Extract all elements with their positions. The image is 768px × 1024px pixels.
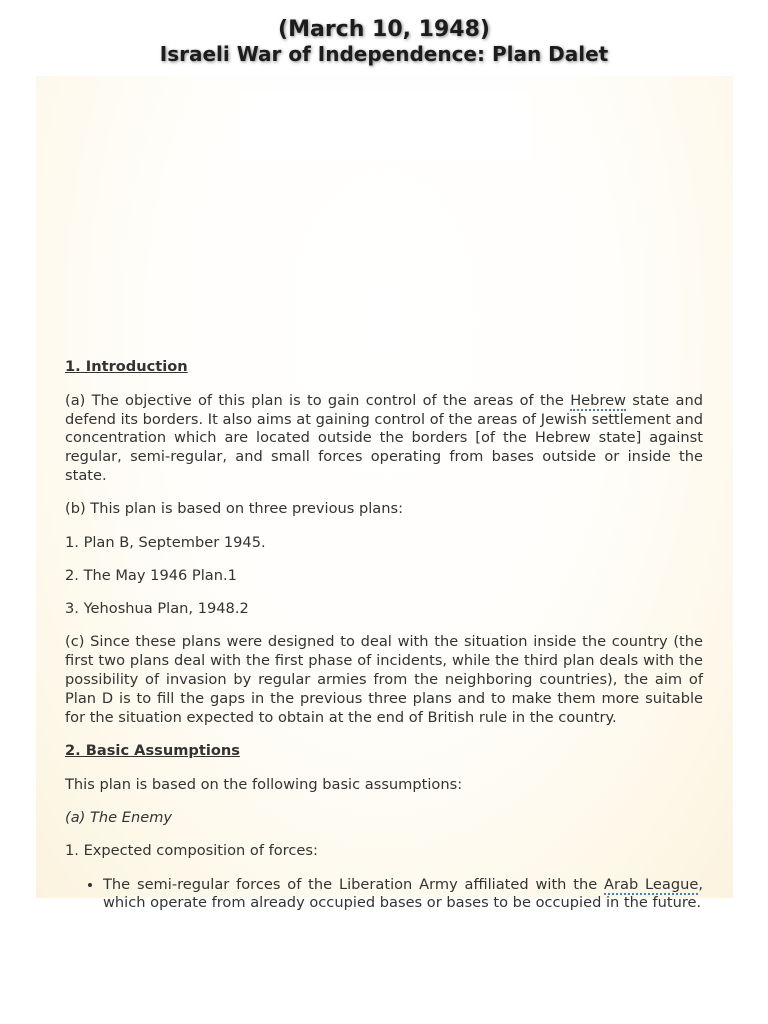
- section-heading-introduction: 1. Introduction: [65, 358, 188, 375]
- list-item-text: , which operate from already occupied bases or bases to be occupied in the future.: [103, 875, 703, 912]
- subheading-the-enemy: (a) The Enemy: [65, 809, 173, 827]
- document-body: [65, 358, 703, 913]
- blank-area: [240, 90, 530, 160]
- section-heading-basic-assumptions: 2. Basic Assumptions: [65, 741, 240, 759]
- plan-item-3: 3. Yehoshua Plan, 1948.2: [65, 600, 249, 618]
- plan-item-2: 2. The May 1946 Plan.1: [65, 566, 237, 584]
- paragraph-previous-plans: (b) This plan is based on three previous plans:: [65, 500, 404, 518]
- paragraph-assumptions-intro: This plan is based on the following basic assumptions:: [65, 775, 463, 793]
- document-title: Israeli War of Independence: Plan Dalet: [159, 42, 609, 66]
- glossary-link-arab-league[interactable]: Arab League: [604, 875, 699, 893]
- paragraph-objective: [65, 392, 703, 486]
- paragraph-plan-d-aim: (c) Since these plans were designed to deal with the situation inside the country (the first two plans deal with the first phase of incidents, while the third plan deals with the possibility of invasion by regular armies from the neighboring countries), the aim of Plan D is to fill the gaps in the previous three plans and to make them more suitable for the situation expected to obtain at the end of British rule in the country.: [65, 633, 703, 726]
- plan-item-1: 1. Plan B, September 1945.: [65, 533, 266, 551]
- paragraph-text: state and defend its borders. It also aims at gaining control of the areas of Jewish settlement and concentration which are located outside the borders [of the Hebrew state] against regular, semi-regular, and small forces operating from bases outside or inside the state.: [65, 391, 703, 484]
- paragraph-expected-composition: 1. Expected composition of forces:: [65, 842, 318, 860]
- paragraph-text: (a) The objective of this plan is to gain control of the areas of the: [65, 391, 571, 409]
- glossary-link-hebrew[interactable]: Hebrew: [570, 391, 626, 409]
- document-date: (March 10, 1948): [278, 17, 490, 42]
- document-panel: [36, 76, 733, 912]
- document-title-block: [0, 0, 768, 76]
- list-item-text: The semi-regular forces of the Liberation Army affiliated with the: [103, 875, 605, 893]
- forces-list: [65, 876, 703, 914]
- list-item: [103, 876, 703, 914]
